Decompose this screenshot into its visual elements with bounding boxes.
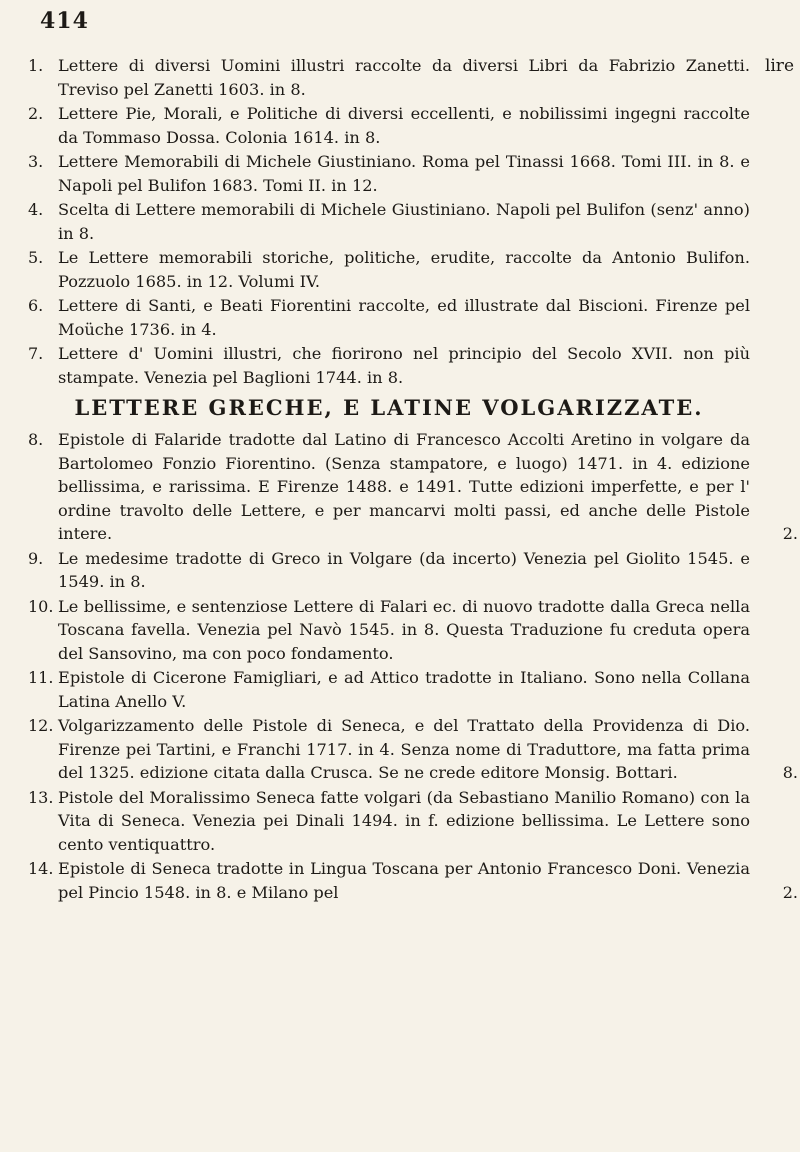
catalog-entry (28, 198, 750, 245)
catalog-entry (28, 150, 750, 197)
catalog-entry (28, 857, 798, 904)
catalog-entry (28, 595, 750, 666)
catalog-entry (28, 666, 750, 713)
entry-number: 10. (28, 596, 54, 616)
section-heading: LETTERE GRECHE, E LATINE VOLGARIZZATE. (74, 395, 704, 420)
entry-number: 3. (28, 152, 44, 171)
catalog-entry (28, 246, 750, 293)
entry-text: Le Lettere memorabili storiche, politiche, erudite, raccolte da Antonio Bulifon. Pozzuolo 1685. in 12. Volumi IV. (58, 248, 750, 291)
price-column-header: lire (764, 56, 794, 76)
entry-text: Epistole di Falaride tradotte dal Latino di Francesco Accolti Aretino in volgare da Bartolomeo Fonzio Fiorentino. (Senza stampatore, e luogo) 1471. in 4. edizione bellissima, e rarissima. E Firenze 1488. e 1491. Tutte edizioni imperfette, e per l' ordine travolto delle Lettere, e per mancarvi molti passi, ed anche delle Pistole intere. (58, 430, 750, 543)
entry-number: 7. (28, 344, 44, 363)
catalog-entry (28, 342, 750, 389)
entry-text: Le bellissime, e sentenziose Lettere di Falari ec. di nuovo tradotte dalla Greca nella Toscana favella. Venezia pel Navò 1545. in 8. Questa Traduzione fu creduta opera del Sansovino, ma con poco fondamento. (58, 596, 750, 663)
entry-text: Lettere Memorabili di Michele Giustiniano. Roma pel Tinassi 1668. Tomi III. in 8. e Napoli pel Bulifon 1683. Tomi II. in 12. (58, 152, 750, 195)
page-number: 414 (40, 8, 89, 34)
entry-number: 12. (28, 716, 54, 735)
entry-text: Lettere d' Uomini illustri, che fiorirono nel principio del Secolo XVII. non più stampate. Venezia pel Baglioni 1744. in 8. (58, 344, 750, 387)
entry-text: Lettere Pie, Morali, e Politiche di diversi eccellenti, e nobilissimi ingegni raccolte da Tommaso Dossa. Colonia 1614. in 8. (58, 104, 750, 147)
catalog-entry (28, 428, 798, 546)
catalog-entry (28, 294, 750, 341)
catalog-entry (28, 102, 750, 149)
entry-text: Volgarizzamento delle Pistole di Seneca, e del Trattato della Providenza di Dio. Firenze pei Tartini, e Franchi 1717. in 4. Senza nome di Traduttore, ma fatta prima del 1325. edizione citata dalla Crusca. Se ne crede editore Monsig. Bottari. (58, 716, 750, 782)
entry-number: 9. (28, 548, 44, 568)
section-one (28, 54, 750, 389)
entry-text: Le medesime tradotte di Greco in Volgare (da incerto) Venezia pel Giolito 1545. e 1549. in 8. (58, 548, 750, 591)
entry-number: 8. (28, 430, 44, 449)
entry-number: 1. (28, 56, 44, 75)
catalog-entry (28, 714, 798, 785)
catalog-entry (28, 54, 750, 101)
catalog-entry (28, 547, 750, 594)
entry-text: Epistole di Cicerone Famigliari, e ad Attico tradotte in Italiano. Sono nella Collana Latina Anello V. (58, 668, 750, 711)
entry-number: 13. (28, 787, 54, 807)
entry-price: 2. (782, 882, 798, 902)
section-two (28, 428, 798, 904)
entry-text: Lettere di Santi, e Beati Fiorentini raccolte, ed illustrate dal Biscioni. Firenze pel Moüche 1736. in 4. (58, 296, 750, 339)
entry-number: 6. (28, 296, 44, 315)
entry-text: Pistole del Moralissimo Seneca fatte volgari (da Sebastiano Manilio Romano) con la Vita di Seneca. Venezia pei Dinali 1494. in f. edizione bellissima. Le Lettere sono cento ventiquattro. (58, 787, 750, 854)
catalog-entry (28, 786, 750, 857)
entry-text: Scelta di Lettere memorabili di Michele Giustiniano. Napoli pel Bulifon (senz' anno) in 8. (58, 200, 750, 243)
entry-number: 2. (28, 104, 44, 123)
entry-number: 5. (28, 248, 44, 267)
entry-price: 8. (782, 763, 798, 782)
entry-text: Lettere di diversi Uomini illustri raccolte da diversi Libri da Fabrizio Zanetti. Treviso pel Zanetti 1603. in 8. (58, 56, 750, 99)
entry-price: 2. (782, 524, 798, 543)
entry-text: Epistole di Seneca tradotte in Lingua Toscana per Antonio Francesco Doni. Venezia pel Pincio 1548. in 8. e Milano pel (58, 859, 750, 902)
entry-number: 14. (28, 859, 54, 878)
entry-number: 11. (28, 668, 54, 687)
entry-number: 4. (28, 200, 44, 219)
